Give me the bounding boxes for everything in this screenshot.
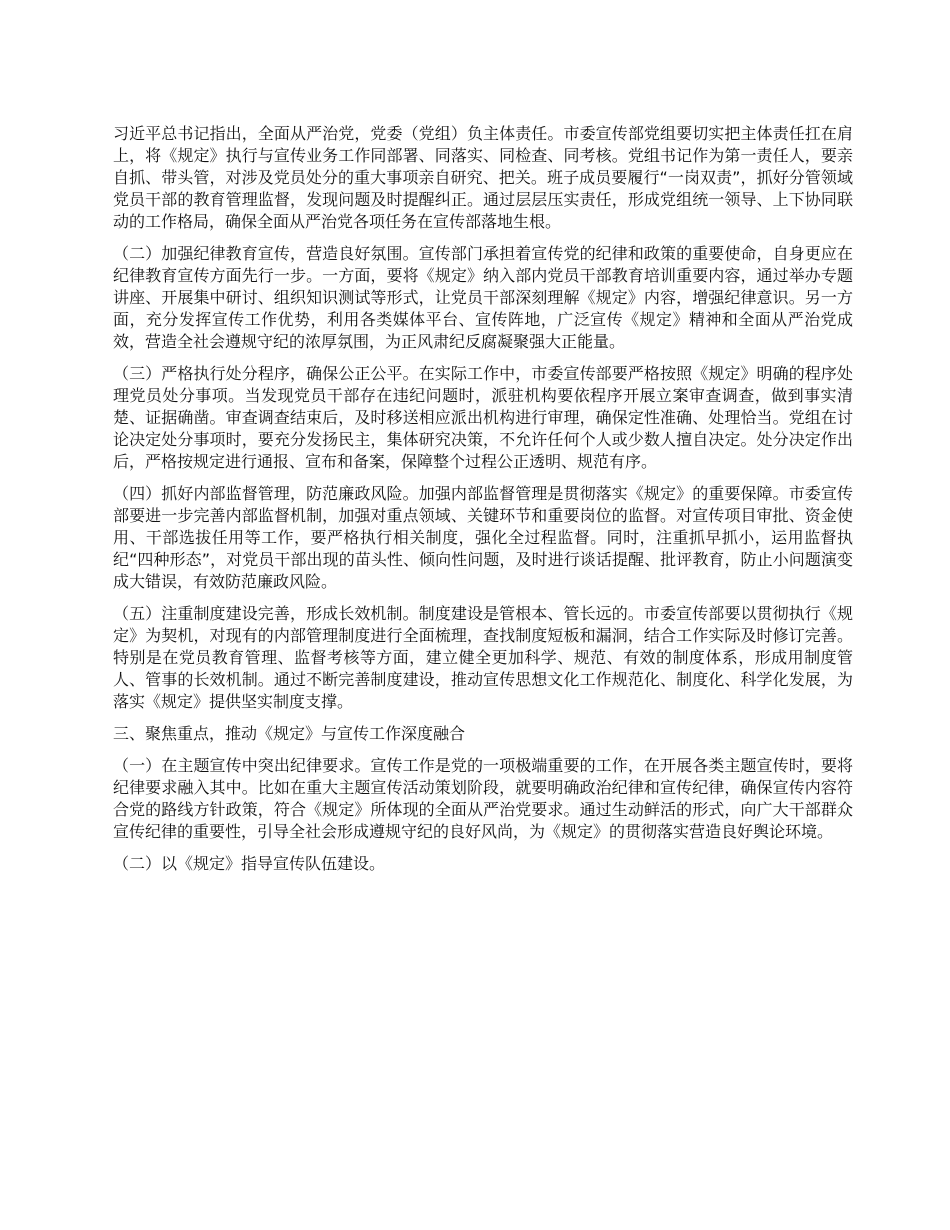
paragraph-team-building: （二）以《规定》指导宣传队伍建设。	[113, 854, 386, 873]
document-body	[113, 123, 853, 885]
paragraph-institution-building: （五）注重制度建设完善，形成长效机制。制度建设是管根本、管长远的。市委宣传部要以贯彻执行《规定》为契机，对现有的内部管理制度进行全面梳理，查找制度短板和漏洞，结合工作实际及时修订完善。特别是在党员教育管理、监督考核等方面，建立健全更加科学、规范、有效的制度体系，形成用制度管人、管事的长效机制。通过不断完善制度建设，推动宣传思想文化工作规范化、制度化、科学化发展，为落实《规定》提供坚实制度支撑。	[113, 604, 853, 711]
paragraph-theme-propaganda: （一）在主题宣传中突出纪律要求。宣传工作是党的一项极端重要的工作，在开展各类主题宣传时，要将纪律要求融入其中。比如在重大主题宣传活动策划阶段，就要明确政治纪律和宣传纪律，确保宣传内容符合党的路线方针政策，符合《规定》所体现的全面从严治党要求。通过生动鲜活的形式，向广大干部群众宣传纪律的重要性，引导全社会形成遵规守纪的良好风尚，为《规定》的贯彻落实营造良好舆论环境。	[113, 756, 853, 841]
paragraph-party-responsibility: 习近平总书记指出，全面从严治党，党委（党组）负主体责任。市委宣传部党组要切实把主体责任扛在肩上，将《规定》执行与宣传业务工作同部署、同落实、同检查、同考核。党组书记作为第一责任人，要亲自抓、带头管，对涉及党员处分的重大事项亲自研究、把关。班子成员要履行“一岗双责”，抓好分管领域党员干部的教育管理监督，发现问题及时提醒纠正。通过层层压实责任，形成党组统一领导、上下协同联动的工作格局，确保全面从严治党各项任务在宣传部落地生根。	[113, 124, 853, 231]
paragraph-disciplinary-procedure: （三）严格执行处分程序，确保公正公平。在实际工作中，市委宣传部要严格按照《规定》明确的程序处理党员处分事项。当发现党员干部存在违纪问题时，派驻机构要依程序开展立案审查调查，做到事实清楚、证据确凿。审查调查结束后，及时移送相应派出机构进行审理，确保定性准确、处理恰当。党组在讨论决定处分事项时，要充分发扬民主，集体研究决策，不允许任何个人或少数人擅自决定。处分决定作出后，严格按规定进行通报、宣布和备案，保障整个过程公正透明、规范有序。	[113, 364, 853, 471]
paragraph-discipline-education: （二）加强纪律教育宣传，营造良好氛围。宣传部门承担着宣传党的纪律和政策的重要使命，自身更应在纪律教育宣传方面先行一步。一方面，要将《规定》纳入部内党员干部教育培训重要内容，通过举办专题讲座、开展集中研讨、组织知识测试等形式，让党员干部深刻理解《规定》内容，增强纪律意识。另一方面，充分发挥宣传工作优势，利用各类媒体平台、宣传阵地，广泛宣传《规定》精神和全面从严治党成效，营造全社会遵规守纪的浓厚氛围，为正风肃纪反腐凝聚强大正能量。	[113, 244, 853, 351]
section-heading-three: 三、聚焦重点，推动《规定》与宣传工作深度融合	[113, 724, 466, 743]
paragraph-internal-supervision: （四）抓好内部监督管理，防范廉政风险。加强内部监督管理是贯彻落实《规定》的重要保障。市委宣传部要进一步完善内部监督机制，加强对重点领域、关键环节和重要岗位的监督。对宣传项目审批、资金使用、干部选拔任用等工作，要严格执行相关制度，强化全过程监督。同时，注重抓早抓小，运用监督执纪“四种形态”，对党员干部出现的苗头性、倾向性问题，及时进行谈话提醒、批评教育，防止小问题演变成大错误，有效防范廉政风险。	[113, 484, 853, 591]
